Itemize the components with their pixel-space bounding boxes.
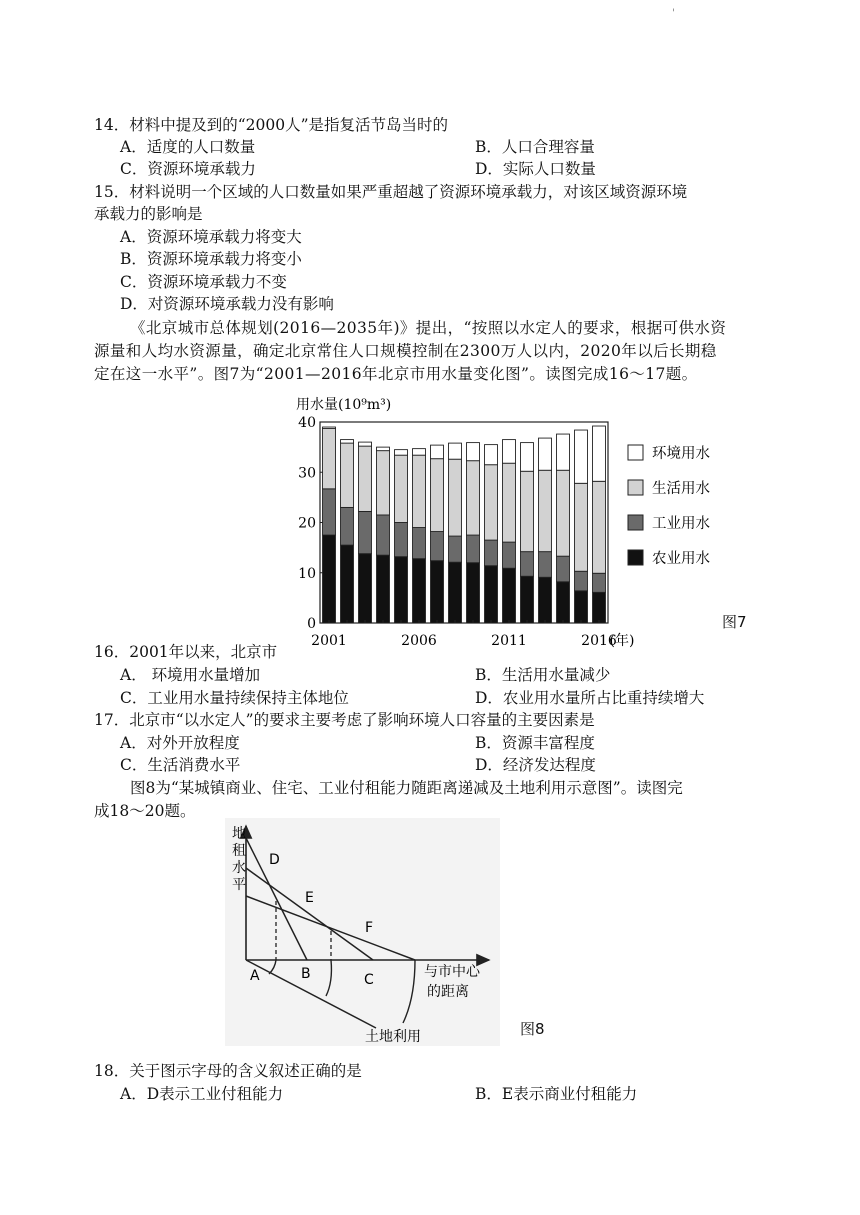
bar-segment-2 [593, 573, 606, 592]
y-label-char-3: 水 [232, 860, 246, 876]
water-usage-chart-svg [290, 392, 770, 660]
bar-segment-2 [341, 507, 354, 545]
letter-d: D [269, 852, 280, 868]
q14-option-b: B．人口合理容量 [475, 138, 595, 156]
bar-segment-2 [521, 552, 534, 577]
bar-segment-1 [359, 554, 372, 623]
bar-segment-1 [449, 562, 462, 623]
bar-segment-3 [413, 455, 426, 527]
bar-segment-4 [431, 445, 444, 459]
bar-segment-2 [431, 532, 444, 561]
q15-option-b: B．资源环境承载力将变小 [120, 250, 302, 268]
header-mark: ' [672, 8, 675, 19]
bar-segment-4 [575, 430, 588, 483]
bar-segment-3 [359, 446, 372, 511]
bar-segment-1 [431, 561, 444, 623]
q15-option-c: C．资源环境承载力不变 [120, 273, 287, 291]
q17-option-c: C．生活消费水平 [120, 756, 241, 774]
q16-option-a: A． 环境用水量增加 [120, 666, 261, 684]
line-e [246, 868, 373, 960]
bar-segment-1 [503, 568, 516, 623]
legend-swatch [628, 480, 643, 495]
bar-segment-2 [377, 515, 390, 555]
bar-segment-2 [413, 528, 426, 559]
material-2-line-1: 图8为“某城镇商业、住宅、工业付租能力随距离递减及土地利用示意图”。读图完 [130, 779, 683, 797]
bar-segment-3 [503, 463, 516, 542]
bar-segment-4 [593, 426, 606, 481]
land-use-arc-2 [326, 960, 331, 996]
legend-label: 环境用水 [652, 446, 710, 462]
land-use-label: 土地利用 [365, 1029, 421, 1045]
bar-segment-1 [575, 591, 588, 623]
figure-7-label: 图7 [722, 613, 747, 631]
letter-e: E [305, 890, 314, 906]
y-label-char-1: 地 [232, 826, 246, 842]
bar-segment-4 [557, 434, 570, 470]
bar-segment-1 [485, 566, 498, 623]
bar-segment-3 [467, 461, 480, 535]
question-15-stem-2: 承载力的影响是 [94, 205, 203, 223]
bar-segment-1 [593, 592, 606, 623]
bar-segment-3 [341, 443, 354, 507]
line-f [246, 896, 415, 960]
question-15-stem-1: 15．材料说明一个区域的人口数量如果严重超越了资源环境承载力，对该区域资源环境 [94, 183, 688, 201]
bar-segment-2 [539, 552, 552, 578]
letter-c: C [364, 972, 374, 988]
bar-segment-4 [485, 445, 498, 465]
bar-segment-1 [413, 559, 426, 623]
material-1-line-3: 定在这一水平”。图7为“2001—2016年北京市用水量变化图”。读图完成16～17题。 [94, 365, 698, 383]
bar-segment-2 [575, 571, 588, 591]
q14-option-a: A．适度的人口数量 [120, 138, 256, 156]
q18-option-b: B．E表示商业付租能力 [475, 1085, 638, 1103]
bar-segment-4 [467, 443, 480, 461]
bar-segment-3 [557, 470, 570, 556]
x-unit-label: (年) [609, 633, 635, 649]
legend-swatch [628, 445, 643, 460]
bar-segment-2 [557, 556, 570, 582]
bar-segment-4 [341, 440, 354, 444]
bar-segment-3 [539, 470, 552, 551]
bar-segment-4 [395, 450, 408, 456]
y-tick-label: 30 [298, 465, 316, 482]
bar-segment-4 [521, 443, 534, 472]
q15-option-d: D．对资源环境承载力没有影响 [120, 295, 334, 313]
y-axis-title: 用水量(10⁹m³) [296, 397, 392, 413]
bar-segment-3 [575, 483, 588, 571]
bar-segment-4 [323, 427, 336, 429]
bar-segment-1 [341, 545, 354, 623]
q17-option-d: D．经济发达程度 [475, 756, 596, 774]
rent-diagram-svg [225, 818, 500, 1046]
q16-option-d: D．农业用水量所占比重持续增大 [475, 689, 705, 707]
x-tick-label: 2001 [311, 633, 347, 649]
x-tick-label: 2011 [491, 633, 527, 649]
legend-swatch [628, 515, 643, 530]
question-16-stem: 16．2001年以来，北京市 [94, 643, 278, 661]
material-1-line-2: 源量和人均水资源量，确定北京常住人口规模控制在2300万人以内，2020年以后长期稳 [94, 342, 717, 360]
q17-option-a: A．对外开放程度 [120, 734, 240, 752]
water-usage-chart [290, 392, 770, 660]
bar-segment-3 [521, 471, 534, 551]
bar-segment-1 [557, 582, 570, 623]
q14-option-d: D．实际人口数量 [475, 160, 596, 178]
x-label-line-2: 的距离 [427, 984, 469, 1000]
x-tick-label: 2006 [401, 633, 437, 649]
bar-segment-4 [539, 438, 552, 470]
bar-segment-3 [431, 459, 444, 532]
material-1-line-1: 《北京城市总体规划(2016—2035年)》提出，“按照以水定人的要求，根据可供水资 [130, 319, 727, 337]
bar-segment-3 [485, 465, 498, 540]
y-tick-label: 40 [298, 415, 316, 431]
legend-label: 生活用水 [652, 481, 710, 497]
y-tick-label: 0 [307, 616, 316, 632]
bar-segment-2 [359, 511, 372, 553]
bar-segment-2 [395, 523, 408, 557]
y-tick-label: 10 [298, 565, 316, 582]
legend-label: 工业用水 [652, 516, 710, 532]
bar-segment-2 [485, 540, 498, 566]
question-14-stem: 14．材料中提及到的“2000人”是指复活节岛当时的 [94, 116, 449, 134]
bar-segment-3 [377, 451, 390, 515]
bar-segment-2 [323, 489, 336, 535]
bar-segment-1 [521, 576, 534, 623]
q16-option-b: B．生活用水量减少 [475, 666, 611, 684]
question-18-stem: 18．关于图示字母的含义叙述正确的是 [94, 1062, 362, 1080]
bar-segment-4 [449, 443, 462, 459]
legend-label: 农业用水 [652, 551, 710, 567]
bar-segment-4 [413, 449, 426, 456]
bar-segment-2 [503, 542, 516, 568]
bar-segment-2 [449, 536, 462, 562]
figure-8-label: 图8 [520, 1020, 545, 1038]
legend-swatch [628, 550, 643, 565]
land-use-arc-3 [403, 960, 415, 1023]
bar-segment-4 [359, 442, 372, 446]
bar-segment-1 [377, 555, 390, 623]
bar-segment-1 [323, 535, 336, 623]
letter-b: B [301, 966, 311, 982]
x-label-line-1: 与市中心 [424, 964, 480, 980]
rent-diagram [225, 818, 500, 1046]
y-tick-label: 20 [298, 515, 316, 532]
land-use-ray [246, 960, 376, 1028]
y-label-char-2: 租 [232, 843, 246, 859]
q14-option-c: C．资源环境承载力 [120, 160, 256, 178]
bar-segment-4 [377, 447, 390, 451]
letter-f: F [365, 920, 374, 936]
material-2-line-2: 成18～20题。 [94, 802, 196, 820]
q16-option-c: C．工业用水量持续保持主体地位 [120, 689, 349, 707]
bar-segment-3 [395, 455, 408, 522]
land-use-arc-1 [269, 960, 276, 974]
y-label-char-4: 平 [232, 877, 246, 893]
q17-option-b: B．资源丰富程度 [475, 734, 595, 752]
bar-segment-1 [539, 577, 552, 623]
q18-option-a: A．D表示工业付租能力 [120, 1085, 284, 1103]
bar-segment-4 [503, 440, 516, 464]
letter-a: A [250, 968, 260, 984]
bar-segment-2 [467, 535, 480, 563]
bar-segment-3 [593, 481, 606, 573]
q15-option-a: A．资源环境承载力将变大 [120, 228, 302, 246]
bar-segment-1 [467, 563, 480, 623]
bar-segment-3 [449, 459, 462, 536]
bar-segment-1 [395, 557, 408, 623]
x-tick-label: 2016 [581, 633, 617, 649]
question-17-stem: 17．北京市“以水定人”的要求主要考虑了影响环境人口容量的主要因素是 [94, 711, 595, 729]
bar-segment-3 [323, 429, 336, 489]
